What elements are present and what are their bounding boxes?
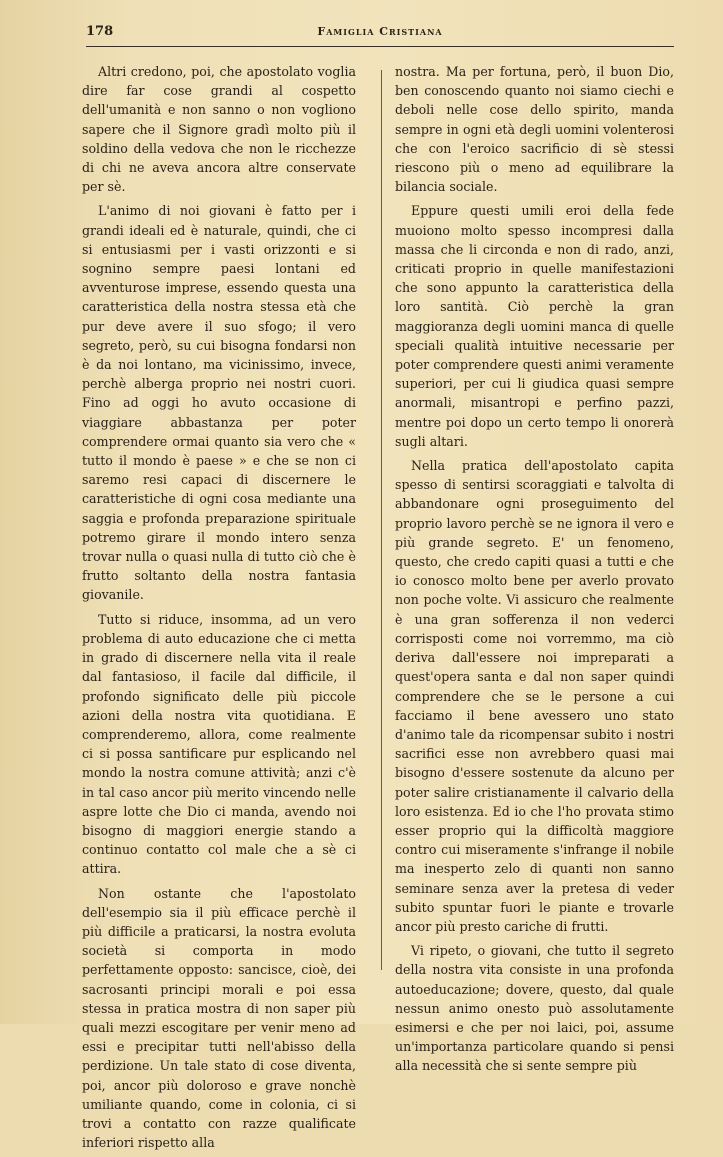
paragraph: L'animo di noi giovani è fatto per i grandi ideali ed è naturale, quindi, che ci si entusiasmi per i vasti orizzonti e si sognino sempre paesi lontani ed avventurose imprese, essendo questa una caratteristica della nostra stessa età che pur deve avere il suo sfogo; il vero segreto, però, su cui bisogna fondarsi non è da noi lontano, ma vicinissimo, invece, perchè alberga proprio nei nostri cuori. Fino ad oggi ho avuto occasione di viaggiare abbastanza per poter comprendere ormai quanto sia vero che « tutto il mondo è paese » e che se non ci saremo resi capaci di discernere le caratteristiche di ogni cosa mediante una saggia e profonda preparazione spirituale potremo girare il mondo intero senza trovar nulla o quasi nulla di tutto ciò che è frutto soltanto della nostra fantasia giovanile. [82,203,356,603]
paragraph: Eppure questi umili eroi della fede muoiono molto spesso incompresi dalla massa che li circonda e non di rado, anzi, criticati proprio in quelle manifestazioni che sono appunto la caratteristica della loro santità. Ciò perchè la gran maggioranza degli uomini manca di quelle speciali qualità intuitive necessarie per poter comprendere questi animi veramente superiori, per cui li giudica quasi sempre anormali, misantropi e perfino pazzi, mentre poi dopo un certo tempo li onorerà sugli altari. [395,203,674,449]
left-column [82,62,356,1157]
paragraph: Nella pratica dell'apostolato capita spesso di sentirsi scoraggiati e talvolta di abbandonare ogni proseguimento del proprio lavoro perchè se ne ignora il vero e più grande segreto. E' un fenomeno, questo, che credo capiti quasi a tutti e che io conosco molto bene per averlo provato non poche volte. Vi assicuro che realmente è una gran sofferenza il non vederci corrisposti come noi vorremmo, ma ciò deriva dall'essere noi impreparati a quest'opera santa e dal non saper quindi comprendere che se le persone a cui facciamo il bene avessero uno stato d'animo tale da ricompensar subito i nostri sacrifici esse non avrebbero quasi mai bisogno d'essere sostenute da alcuno per poter salire cristianamente il calvario della loro esistenza. Ed io che l'ho provata stimo esser proprio qui la difficoltà maggiore contro cui miseramente s'infrange il nobile ma inesperto zelo di quanti non sanno seminare senza aver la pretesa di veder subito spuntar fuori le piante e trovarle ancor più presto cariche di frutti. [395,458,674,934]
paragraph: Tutto si riduce, insomma, ad un vero problema di auto educazione che ci metta in grado di discernere nella vita il reale dal fantasioso, il facile dal difficile, il profondo significato delle più piccole azioni della nostra vita quotidiana. E comprenderemo, allora, come realmente ci si possa santificare pur esplicando nel mondo la nostra comune attività; anzi c'è in tal caso ancor più merito vincendo nelle aspre lotte che Dio ci manda, avendo noi bisogno di maggiori energie stando a continuo contatto col male che a sè ci attira. [82,611,356,877]
column-divider [381,70,382,970]
paragraph: Non ostante che l'apostolato dell'esempio sia il più efficace perchè il più difficile a praticarsi, la nostra evoluta società si comporta in modo perfettamente opposto: sancisce, cioè, dei sacrosanti principi morali e poi essa stessa in pratica mostra di non saper più quali mezzi escogitare per venir meno ad essi e precipitar tutti nell'abisso della perdizione. Un tale stato di cose diventa, poi, ancor più doloroso e grave nonchè umiliante quando, come in colonia, ci si trovi a contatto con razze qualificate inferiori rispetto alla [82,885,356,1151]
running-title: Famiglia Cristiana [317,25,443,38]
right-column [395,62,674,1081]
page-header [86,22,674,47]
page-number: 178 [86,24,114,39]
paragraph: Altri credono, poi, che apostolato voglia dire far cose grandi al cospetto dell'umanità e non sanno o non vogliono sapere che il Signore gradì molto più il soldino della vedova che non le ricchezze di chi ne aveva ancora altre conservate per sè. [82,64,356,195]
paragraph: Vi ripeto, o giovani, che tutto il segreto della nostra vita consiste in una profonda autoeducazione; dovere, questo, dal quale nessun animo onesto può assolutamente esimersi e che per noi laici, poi, assume un'importanza particolare quando si pensi alla necessità che si sente sempre più [395,943,674,1074]
paragraph-continued: nostra. Ma per fortuna, però, il buon Dio, ben conoscendo quanto noi siamo ciechi e deboli nelle cose dello spirito, manda sempre in ogni età degli uomini volenterosi che con l'eroico sacrificio di sè stessi riescono più o meno ad equilibrare la bilancia sociale. [395,64,674,195]
